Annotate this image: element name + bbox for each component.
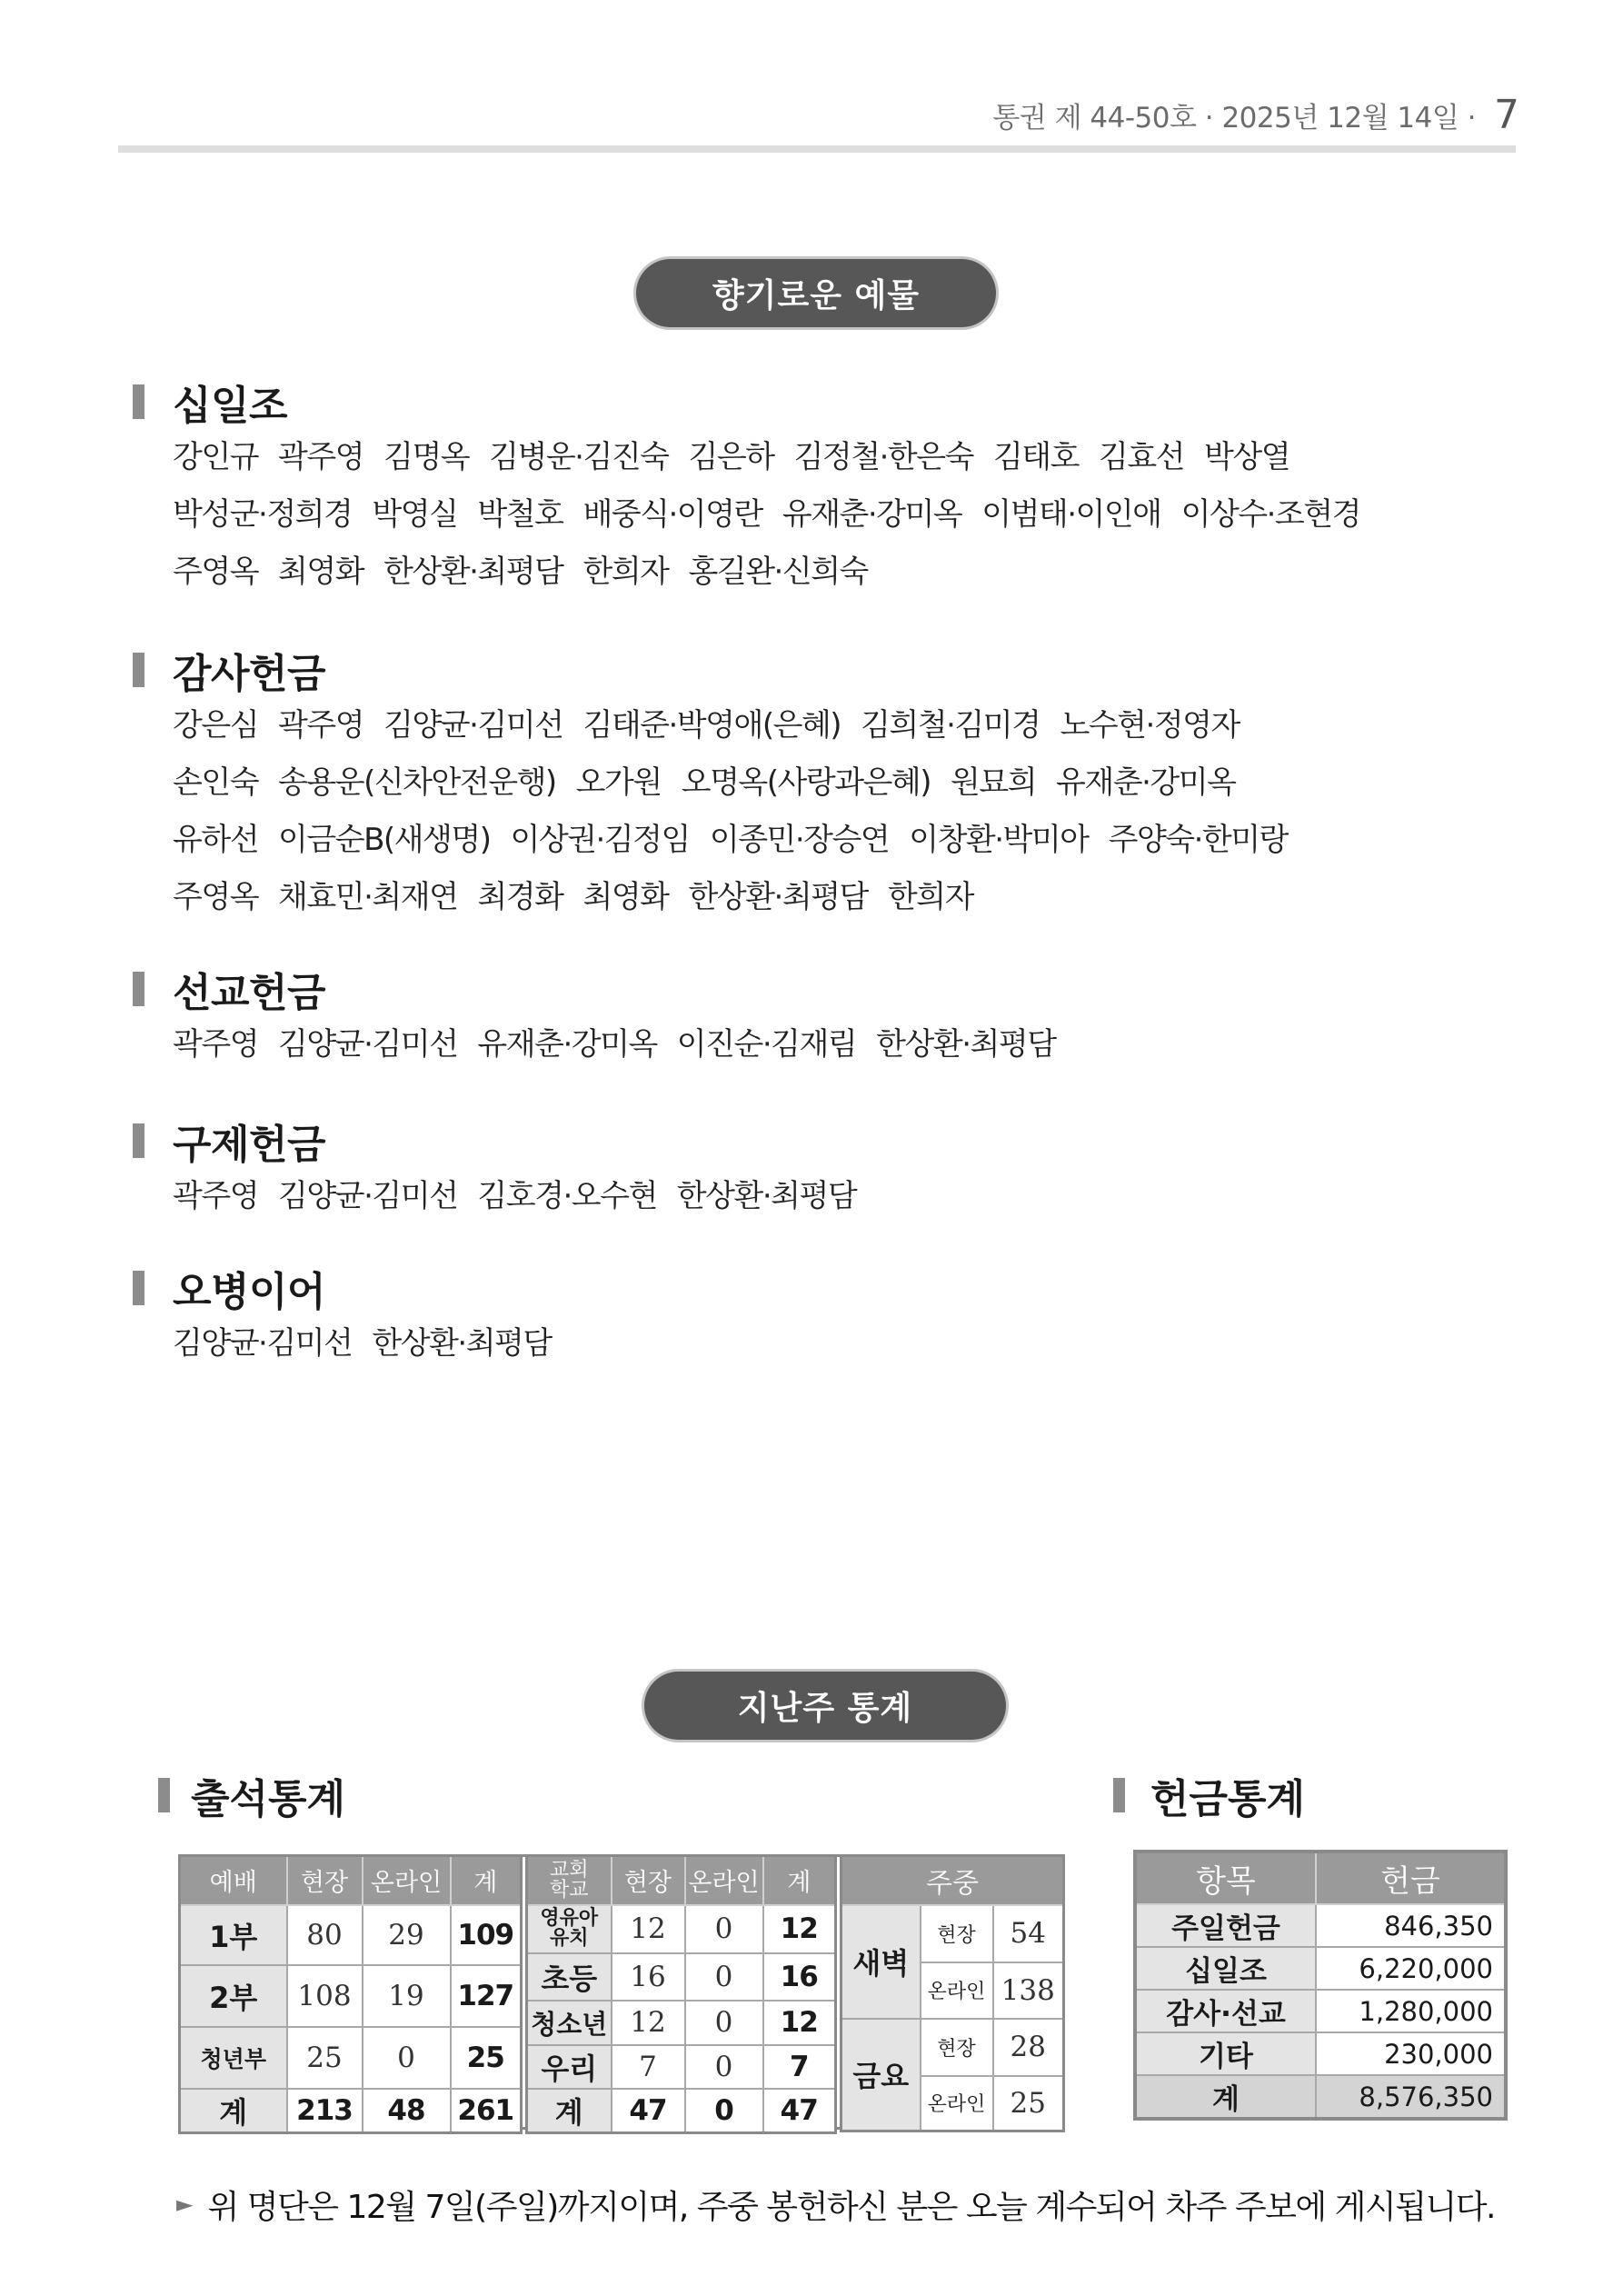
- donor-name: 노수현·정영자: [1060, 707, 1240, 744]
- count-value: 138: [993, 1962, 1064, 2019]
- online-count: 0: [685, 1953, 763, 2001]
- donor-name: 김양균·김미선: [278, 1026, 458, 1063]
- sub-label: 현장: [921, 1905, 993, 1962]
- header-onsite: 현장: [287, 1856, 363, 1905]
- total-count: 47: [763, 2089, 836, 2133]
- table-row: [1135, 1990, 1506, 2032]
- section-marker: [133, 653, 144, 687]
- online-count: 19: [363, 1965, 451, 2027]
- donor-name: 김호경·오수현: [477, 1178, 657, 1214]
- donor-name: 채효민·최재연: [278, 879, 458, 915]
- section-marker: [133, 1123, 144, 1158]
- donor-name: 강인규: [173, 439, 259, 475]
- section-marker: [158, 1778, 170, 1812]
- table-row: [1135, 1947, 1506, 1990]
- header-online: 온라인: [685, 1856, 763, 1905]
- donor-name: 홍길완·신희숙: [688, 554, 868, 590]
- donor-name: 유하선: [173, 822, 259, 858]
- section-marker: [1113, 1778, 1125, 1812]
- onsite-count: 25: [287, 2027, 363, 2089]
- donor-name: 김효선: [1098, 439, 1185, 475]
- row-label: 청년부: [180, 2027, 287, 2089]
- offering-amount: 230,000: [1316, 2032, 1506, 2075]
- header-item: 항목: [1135, 1852, 1316, 1904]
- table-row: [180, 1905, 522, 1965]
- total-count: 7: [763, 2045, 836, 2089]
- total-count: 16: [763, 1953, 836, 2001]
- online-count: 0: [685, 2045, 763, 2089]
- donor-name: 곽주영: [278, 707, 364, 744]
- table-row: [841, 1905, 1064, 1962]
- header-amount: 헌금: [1316, 1852, 1506, 1904]
- donor-name: 유재춘·강미옥: [782, 496, 962, 533]
- total-count: 12: [763, 1905, 836, 1953]
- row-label: 청소년: [527, 2001, 612, 2045]
- header-total: 계: [451, 1856, 522, 1905]
- section-title: 선교헌금: [173, 970, 326, 1016]
- names-line: [133, 1315, 1550, 1373]
- donor-name: 한상환·최평담: [383, 554, 563, 590]
- donor-name: 한상환·최평담: [372, 1325, 552, 1362]
- names-line: [133, 1016, 1550, 1073]
- row-label: 우리: [527, 2045, 612, 2089]
- donor-name: 한상환·최평담: [876, 1026, 1056, 1063]
- offering-amount: 8,576,350: [1316, 2075, 1506, 2119]
- mission-offering-section: [133, 962, 1550, 1073]
- donor-name: 주양숙·한미랑: [1108, 822, 1288, 858]
- donor-name: 박영실: [372, 496, 458, 533]
- header-divider: [118, 145, 1516, 153]
- onsite-count: 12: [612, 2001, 685, 2045]
- sub-label: 온라인: [921, 2076, 993, 2131]
- donor-name: 김은하: [688, 439, 774, 475]
- offerings-title-pill: [636, 259, 996, 327]
- header-total: 계: [763, 1856, 836, 1905]
- onsite-count: 108: [287, 1965, 363, 2027]
- sub-label: 온라인: [921, 1962, 993, 2019]
- section-heading: [133, 1113, 1550, 1168]
- names-line: [133, 812, 1550, 869]
- total-count: 261: [451, 2089, 522, 2133]
- donor-name: 김희철·김미경: [861, 707, 1041, 744]
- donor-name: 이범태·이인애: [981, 496, 1161, 533]
- onsite-count: 16: [612, 1953, 685, 2001]
- donor-name: 이종민·장승연: [709, 822, 890, 858]
- section-heading: [133, 374, 1550, 429]
- donor-name: 곽주영: [173, 1026, 259, 1063]
- donor-name: 한상환·최평담: [688, 879, 868, 915]
- tithe-section: [133, 374, 1550, 601]
- header-weekday: 주중: [841, 1856, 1064, 1905]
- onsite-count: 7: [612, 2045, 685, 2089]
- footnote: [176, 2178, 1495, 2231]
- thanksgiving-offering-section: [133, 643, 1550, 926]
- section-heading: [133, 1261, 1550, 1315]
- offering-stats-heading: [1113, 1768, 1305, 1822]
- table-row: [527, 2001, 836, 2045]
- table-row: [527, 1905, 836, 1953]
- page-header: [992, 89, 1519, 140]
- offering-stats-table: [1133, 1850, 1508, 2121]
- total-count: 25: [451, 2027, 522, 2089]
- section-marker: [133, 384, 144, 419]
- section-heading: [133, 962, 1550, 1016]
- onsite-count: 12: [612, 1905, 685, 1953]
- online-count: 0: [363, 2027, 451, 2089]
- donor-name: 유재춘·강미옥: [1056, 764, 1236, 801]
- donor-name: 송용운(신차안전운행): [278, 764, 556, 801]
- names-line: [133, 429, 1550, 486]
- donor-name: 박성군·정희경: [173, 496, 353, 533]
- total-row: [180, 2089, 522, 2133]
- donor-name: 김양균·김미선: [278, 1178, 458, 1214]
- section-title: 십일조: [173, 383, 288, 429]
- triangle-bullet-icon: ►: [176, 2191, 194, 2217]
- names-line: [133, 697, 1550, 754]
- online-count: 0: [685, 1905, 763, 1953]
- donor-name: 강은심: [173, 707, 259, 744]
- onsite-count: 213: [287, 2089, 363, 2133]
- donor-name: 배중식·이영란: [582, 496, 762, 533]
- section-title: 감사헌금: [173, 651, 326, 697]
- donor-name: 김태호: [992, 439, 1079, 475]
- stats-title-pill: [644, 1672, 1006, 1740]
- count-value: 28: [993, 2019, 1064, 2076]
- section-title: 구제헌금: [173, 1122, 326, 1168]
- attendance-stats-heading: [158, 1768, 345, 1822]
- donor-name: 최영화: [582, 879, 669, 915]
- section-marker: [133, 972, 144, 1006]
- section-title: 오병이어: [173, 1269, 326, 1315]
- worship-attendance-table: [178, 1854, 523, 2134]
- names-line: [133, 754, 1550, 812]
- total-count: 12: [763, 2001, 836, 2045]
- church-school-attendance-table: [525, 1854, 837, 2134]
- donor-name: 김병운·김진숙: [489, 439, 669, 475]
- onsite-count: 80: [287, 1905, 363, 1965]
- donor-name: 최경화: [477, 879, 563, 915]
- table-row: [1135, 1904, 1506, 1947]
- sub-label: 현장: [921, 2019, 993, 2076]
- offering-item: 감사·선교: [1135, 1990, 1316, 2032]
- donor-name: 박철호: [477, 496, 563, 533]
- donor-name: 주영옥: [173, 554, 259, 590]
- offering-item: 기타: [1135, 2032, 1316, 2075]
- row-label: 초등: [527, 1953, 612, 2001]
- donor-name: 이금순B(새생명): [278, 822, 491, 858]
- donor-name: 한상환·최평담: [676, 1178, 857, 1214]
- donor-name: 김양균·김미선: [383, 707, 563, 744]
- offering-amount: 1,280,000: [1316, 1990, 1506, 2032]
- header-worship: 예배: [180, 1856, 287, 1905]
- donor-name: 최영화: [278, 554, 364, 590]
- online-count: 29: [363, 1905, 451, 1965]
- header-online: 온라인: [363, 1856, 451, 1905]
- names-line: [133, 1168, 1550, 1225]
- offering-amount: 846,350: [1316, 1904, 1506, 1947]
- donor-name: 이상권·김정임: [510, 822, 690, 858]
- online-count: 0: [685, 2001, 763, 2045]
- total-row: [527, 2089, 836, 2133]
- donor-name: 김양균·김미선: [173, 1325, 353, 1362]
- offering-item: 십일조: [1135, 1947, 1316, 1990]
- table-row: [527, 2045, 836, 2089]
- names-line: [133, 486, 1550, 544]
- page-number: 7: [1494, 91, 1519, 138]
- attendance-stats-table: [178, 1854, 1062, 2130]
- online-count: 0: [685, 2089, 763, 2133]
- table-row: [1135, 2032, 1506, 2075]
- donor-name: 이상수·조현경: [1180, 496, 1360, 533]
- offering-amount: 6,220,000: [1316, 1947, 1506, 1990]
- row-label: 계: [527, 2089, 612, 2133]
- table-row: [527, 1953, 836, 2001]
- offering-stats-title: 헌금통계: [1150, 1776, 1306, 1822]
- stats-title: 지난주 통계: [737, 1690, 913, 1727]
- donor-name: 유재춘·강미옥: [477, 1026, 657, 1063]
- total-row: [1135, 2075, 1506, 2119]
- names-line: [133, 544, 1550, 601]
- donor-name: 김명옥: [383, 439, 470, 475]
- donor-name: 한희자: [582, 554, 669, 590]
- footnote-text: 위 명단은 12월 7일(주일)까지이며, 주중 봉헌하신 분은 오늘 계수되어 차주 주보에 게시됩니다.: [207, 2188, 1495, 2226]
- offering-item: 주일헌금: [1135, 1904, 1316, 1947]
- section-heading: [133, 643, 1550, 697]
- group-label: 금요: [841, 2019, 921, 2131]
- row-label: 영유아 유치: [527, 1905, 612, 1953]
- donor-name: 오명옥(사랑과은혜): [681, 764, 931, 801]
- attendance-stats-title: 출석통계: [191, 1776, 346, 1822]
- weekday-attendance-table: [840, 1854, 1065, 2132]
- total-count: 109: [451, 1905, 522, 1965]
- table-row: [180, 1965, 522, 2027]
- count-value: 25: [993, 2076, 1064, 2131]
- donor-name: 원묘희: [951, 764, 1037, 801]
- five-loaves-offering-section: [133, 1261, 1550, 1373]
- online-count: 48: [363, 2089, 451, 2133]
- total-count: 127: [451, 1965, 522, 2027]
- donor-name: 한희자: [887, 879, 973, 915]
- relief-offering-section: [133, 1113, 1550, 1225]
- donor-name: 주영옥: [173, 879, 259, 915]
- donor-name: 곽주영: [278, 439, 364, 475]
- row-label: 계: [180, 2089, 287, 2133]
- donor-name: 손인숙: [173, 764, 259, 801]
- header-onsite: 현장: [612, 1856, 685, 1905]
- table-row: [180, 2027, 522, 2089]
- onsite-count: 47: [612, 2089, 685, 2133]
- offerings-title: 향기로운 예물: [712, 277, 921, 314]
- section-marker: [133, 1271, 144, 1305]
- donor-name: 박상열: [1204, 439, 1290, 475]
- donor-name: 김정철·한은숙: [793, 439, 973, 475]
- donor-name: 오가원: [575, 764, 662, 801]
- donor-name: 김태준·박영애(은혜): [582, 707, 841, 744]
- header-church-school: 교회 학교: [527, 1856, 612, 1905]
- offering-item: 계: [1135, 2075, 1316, 2119]
- names-line: [133, 869, 1550, 926]
- row-label: 2부: [180, 1965, 287, 2027]
- row-label: 1부: [180, 1905, 287, 1965]
- count-value: 54: [993, 1905, 1064, 1962]
- donor-name: 곽주영: [173, 1178, 259, 1214]
- table-row: [841, 2019, 1064, 2076]
- donor-name: 이진순·김재림: [676, 1026, 857, 1063]
- donor-name: 이창환·박미아: [909, 822, 1089, 858]
- group-label: 새벽: [841, 1905, 921, 2019]
- issue-info: 통권 제 44-50호 · 2025년 12월 14일 ·: [992, 101, 1476, 135]
